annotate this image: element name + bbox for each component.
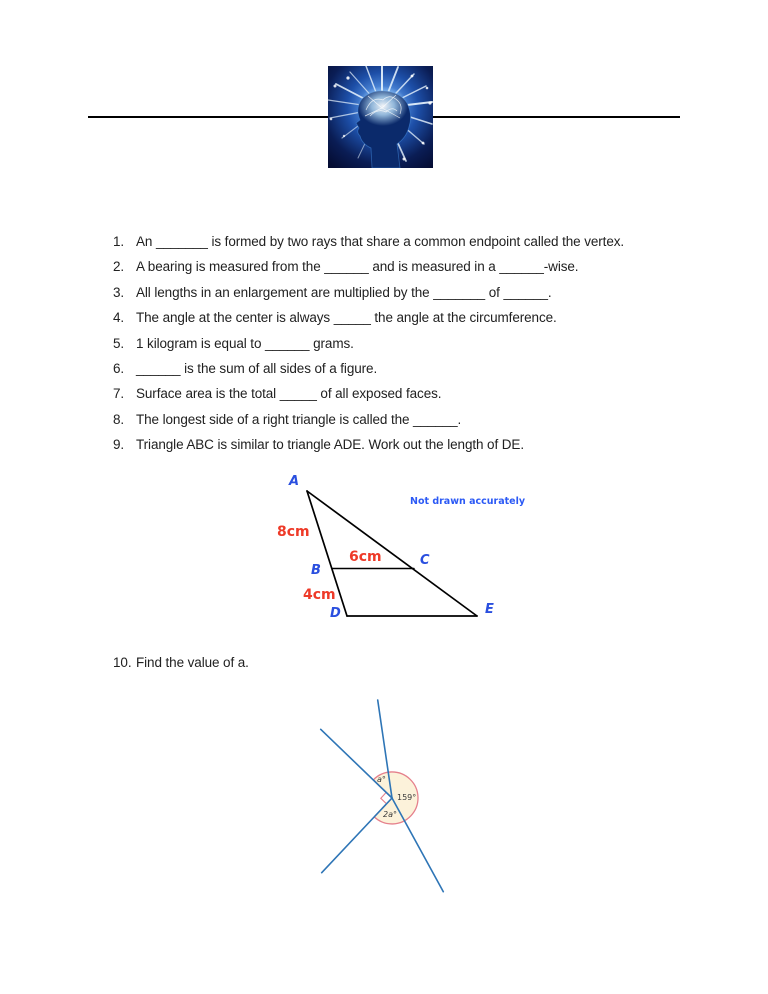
brain-image	[328, 66, 433, 168]
question-text: ______ is the sum of all sides of a figure.	[136, 361, 378, 376]
vertex-label-e: E	[485, 602, 494, 617]
length-label-bd: 4cm	[303, 587, 336, 603]
question-text: The angle at the center is always _____ the angle at the circumference.	[136, 310, 557, 325]
angles-figure	[300, 678, 460, 898]
question-text: All lengths in an enlargement are multiplied by the _______ of ______.	[136, 285, 552, 300]
question-number: 3.	[113, 285, 125, 300]
question-number: 8.	[113, 412, 125, 427]
question-text: Triangle ABC is similar to triangle ADE. Work out the length of DE.	[136, 437, 524, 452]
question-number: 4.	[113, 310, 125, 325]
question-1	[113, 234, 713, 253]
question-number: 7.	[113, 386, 125, 401]
question-10	[113, 655, 713, 674]
question-text: A bearing is measured from the ______ and is measured in a ______-wise.	[136, 259, 579, 274]
vertex-label-d: D	[330, 606, 341, 621]
question-3	[113, 285, 713, 304]
question-number: 1.	[113, 234, 125, 249]
length-label-ab: 8cm	[277, 524, 310, 540]
angle-label-a: a°	[377, 775, 386, 784]
angle-label-2a: 2a°	[383, 810, 397, 819]
vertex-label-a: A	[289, 474, 300, 489]
question-5	[113, 336, 713, 355]
question-6	[113, 361, 713, 380]
similar-triangles-figure	[255, 465, 520, 635]
ray-upper-left	[321, 729, 392, 798]
question-text: An _______ is formed by two rays that share a common endpoint called the vertex.	[136, 234, 625, 249]
question-number: 2.	[113, 259, 125, 274]
question-8	[113, 412, 713, 431]
question-2	[113, 259, 713, 278]
question-text: 1 kilogram is equal to ______ grams.	[136, 336, 354, 351]
not-drawn-accurately-note: Not drawn accurately	[410, 496, 526, 507]
question-text: Surface area is the total _____ of all exposed faces.	[136, 386, 442, 401]
angle-label-159: 159°	[397, 793, 417, 802]
vertex-label-c: C	[420, 553, 430, 568]
question-number: 6.	[113, 361, 125, 376]
vertex-label-b: B	[311, 563, 321, 578]
question-9	[113, 437, 713, 456]
question-number: 9.	[113, 437, 125, 452]
question-7	[113, 386, 713, 405]
question-text: Find the value of a.	[136, 655, 249, 670]
question-text: The longest side of a right triangle is called the ______.	[136, 412, 462, 427]
ray-lower-right	[392, 798, 443, 892]
ray-lower-left	[322, 798, 392, 873]
question-4	[113, 310, 713, 329]
length-label-bc: 6cm	[349, 549, 382, 565]
question-number: 5.	[113, 336, 125, 351]
question-number: 10.	[113, 655, 132, 670]
